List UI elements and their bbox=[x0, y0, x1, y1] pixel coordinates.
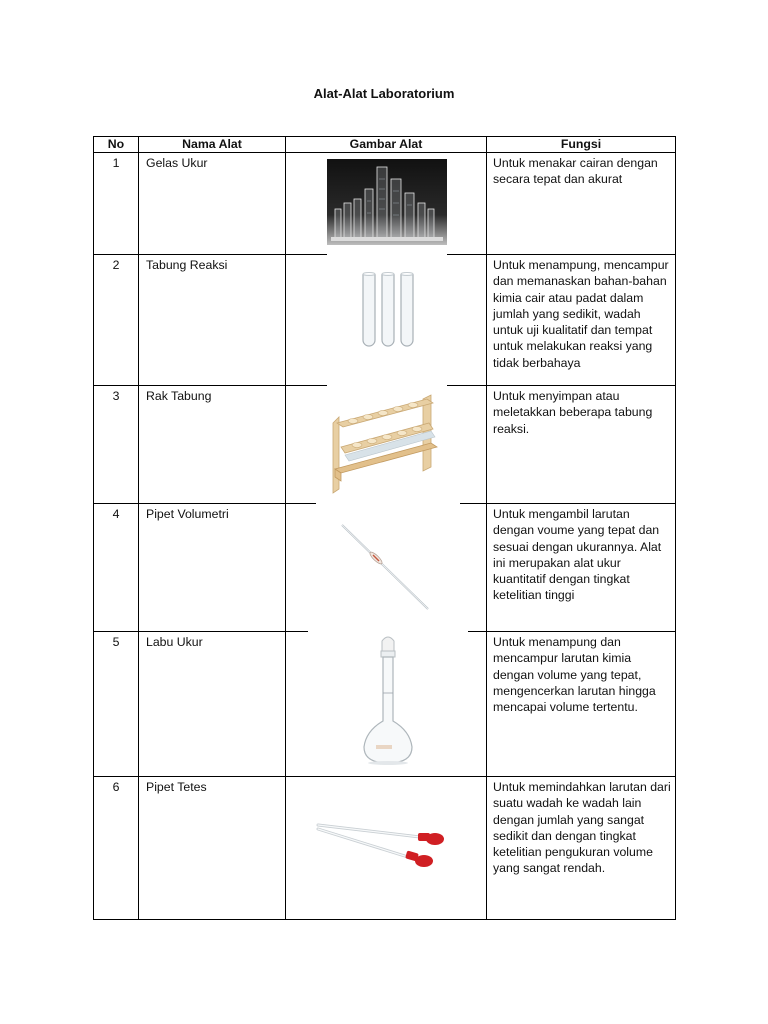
row-number: 4 bbox=[94, 504, 139, 632]
equipment-name: Gelas Ukur bbox=[139, 153, 286, 255]
header-gambar-alat: Gambar Alat bbox=[286, 137, 487, 153]
equipment-function: Untuk menyimpan atau meletakkan beberapa tabung reaksi. bbox=[487, 386, 676, 504]
equipment-image-cell bbox=[286, 504, 487, 632]
table-row bbox=[94, 777, 676, 920]
equipment-name: Pipet Tetes bbox=[139, 777, 286, 920]
table-row bbox=[94, 386, 676, 504]
test-tubes-icon bbox=[327, 254, 447, 358]
volumetric-pipette-icon bbox=[316, 503, 460, 625]
equipment-name: Pipet Volumetri bbox=[139, 504, 286, 632]
volumetric-flask-icon bbox=[308, 631, 468, 771]
equipment-function: Untuk menampung dan mencampur larutan kimia dengan volume yang tepat, mengencerkan larutan hingga mencapai volume tertentu. bbox=[487, 632, 676, 777]
equipment-name: Rak Tabung bbox=[139, 386, 286, 504]
measuring-cylinders-icon bbox=[327, 159, 447, 245]
row-number: 5 bbox=[94, 632, 139, 777]
table-row bbox=[94, 632, 676, 777]
table-row bbox=[94, 504, 676, 632]
equipment-image-cell bbox=[286, 153, 487, 255]
page-title: Alat-Alat Laboratorium bbox=[313, 86, 455, 101]
equipment-image-cell bbox=[286, 386, 487, 504]
equipment-image-cell bbox=[286, 255, 487, 386]
equipment-function: Untuk menakar cairan dengan secara tepat dan akurat bbox=[487, 153, 676, 255]
equipment-name: Labu Ukur bbox=[139, 632, 286, 777]
equipment-function: Untuk memindahkan larutan dari suatu wadah ke wadah lain dengan jumlah yang sangat sedikit dan dengan tingkat ketelitian pengukuran volume yang sangat rendah. bbox=[487, 777, 676, 920]
equipment-name: Tabung Reaksi bbox=[139, 255, 286, 386]
row-number: 1 bbox=[94, 153, 139, 255]
equipment-function: Untuk mengambil larutan dengan voume yang tepat dan sesuai dengan ukurannya. Alat ini merupakan alat ukur kuantitatif dengan tingkat ketelitian tinggi bbox=[487, 504, 676, 632]
equipment-image-cell bbox=[286, 632, 487, 777]
tube-rack-icon bbox=[327, 385, 447, 497]
row-number: 3 bbox=[94, 386, 139, 504]
dropper-pipette-icon bbox=[308, 777, 468, 912]
row-number: 6 bbox=[94, 777, 139, 920]
header-no: No bbox=[94, 137, 139, 153]
header-fungsi: Fungsi bbox=[487, 137, 676, 153]
header-nama-alat: Nama Alat bbox=[139, 137, 286, 153]
table-row bbox=[94, 255, 676, 386]
equipment-image-cell bbox=[286, 777, 487, 920]
table-header-row bbox=[94, 137, 676, 153]
lab-equipment-table bbox=[93, 136, 676, 920]
table-row bbox=[94, 153, 676, 255]
row-number: 2 bbox=[94, 255, 139, 386]
equipment-function: Untuk menampung, mencampur dan memanaskan bahan-bahan kimia cair atau padat dalam jumlah yang sedikit, wadah untuk uji kualitatif dan tempat untuk melakukan reaksi yang tidak berbahaya bbox=[487, 255, 676, 386]
